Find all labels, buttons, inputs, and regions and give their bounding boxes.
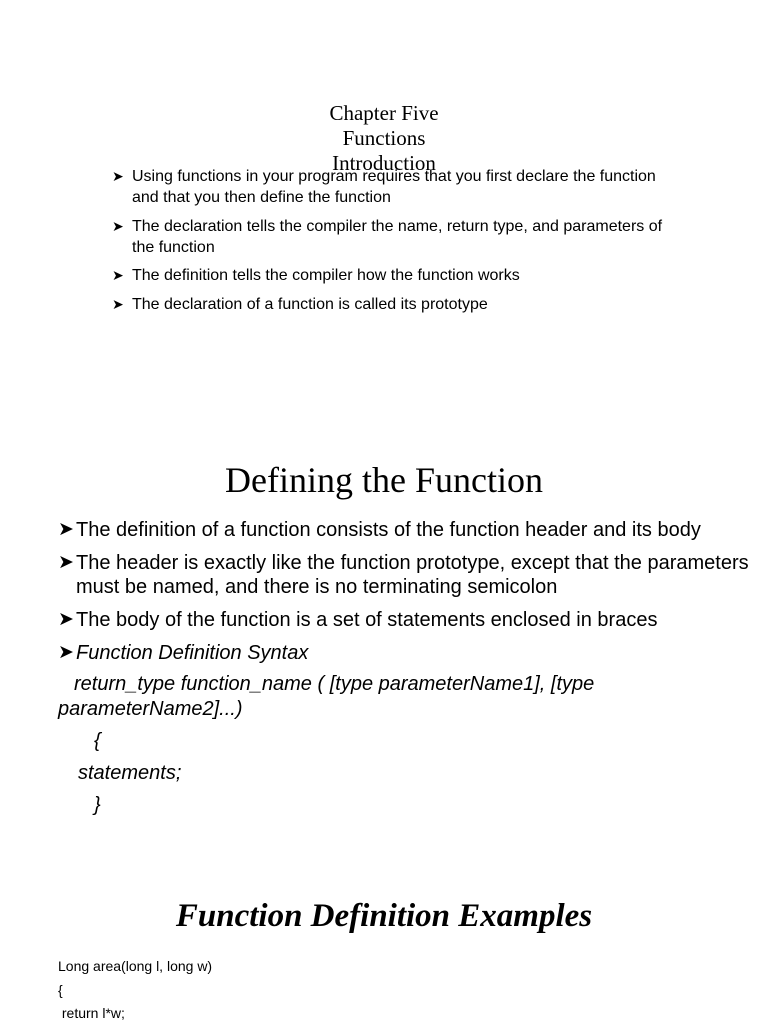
slide-title: Function Definition Examples <box>175 898 593 934</box>
arrowhead-bullet-icon: ➤ <box>58 552 74 573</box>
bullet-text: The body of the function is a set of statements enclosed in braces <box>76 609 658 631</box>
list-item <box>58 608 758 632</box>
bullet-text: The definition of a function consists of the function header and its body <box>76 519 701 541</box>
subsection-title: Introduction <box>332 151 436 175</box>
bullet-text: Function Definition Syntax <box>76 642 309 664</box>
arrowhead-bullet-icon: ➤ <box>112 218 124 234</box>
list-item <box>58 551 758 599</box>
code-line: Long area(long l, long w) <box>58 958 213 974</box>
code-line: return l*w; <box>58 1005 125 1021</box>
section-title: Functions <box>342 126 426 150</box>
code-line: { <box>58 982 63 998</box>
list-item <box>112 294 672 315</box>
list-item <box>58 641 758 665</box>
bullet-text: The header is exactly like the function prototype, except that the parameters must be named, and there is no terminating semicolon <box>76 552 749 598</box>
arrowhead-bullet-icon: ➤ <box>112 296 124 312</box>
bullet-text: The definition tells the compiler how the function works <box>132 267 520 284</box>
list-item <box>112 216 672 258</box>
syntax-line: } <box>94 794 101 816</box>
arrowhead-bullet-icon: ➤ <box>112 267 124 283</box>
arrowhead-bullet-icon: ➤ <box>58 519 74 540</box>
syntax-line: return_type function_name ( [type parameterName1], [type <box>74 673 595 695</box>
chapter-title: Chapter Five <box>329 101 439 125</box>
slide-title: Defining the Function <box>225 460 543 500</box>
list-item <box>58 518 758 542</box>
syntax-line: parameterName2]...) <box>58 698 243 720</box>
bullet-text: The declaration of a function is called its prototype <box>132 296 488 313</box>
syntax-line: { <box>94 730 101 752</box>
syntax-line: statements; <box>78 762 182 784</box>
list-item <box>112 166 672 208</box>
bullet-text: Using functions in your program requires that you first declare the function and that you then define the function <box>132 168 656 206</box>
arrowhead-bullet-icon: ➤ <box>58 609 74 630</box>
list-item <box>112 265 672 286</box>
arrowhead-bullet-icon: ➤ <box>58 642 74 663</box>
arrowhead-bullet-icon: ➤ <box>112 168 124 184</box>
bullet-text: The declaration tells the compiler the name, return type, and parameters of the function <box>132 218 663 256</box>
